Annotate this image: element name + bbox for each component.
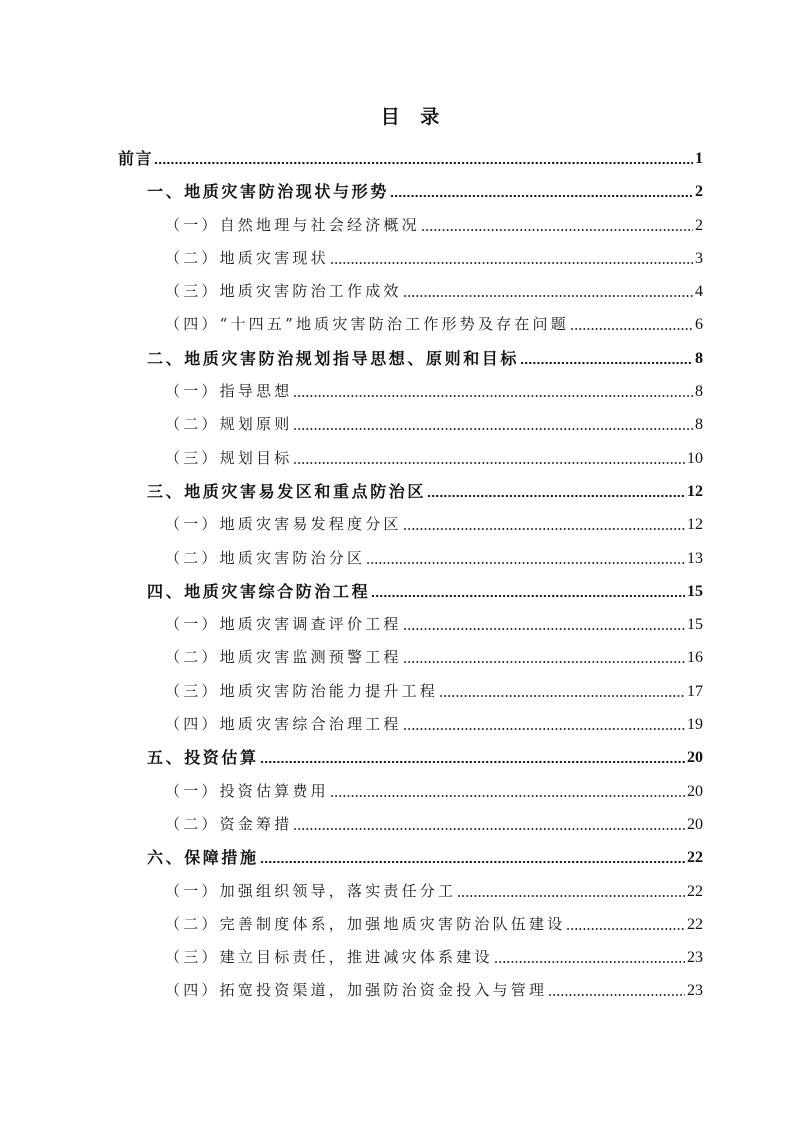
toc-section-title: （二）资金筹措 [165, 814, 293, 833]
toc-leader-dots [260, 841, 685, 874]
toc-page-number: 8 [695, 349, 703, 367]
toc-chapter-title: 五、投资估算 [147, 748, 259, 768]
toc-chapter-title: 一、地质灾害防治现状与形势 [147, 182, 389, 202]
toc-page-number: 12 [687, 516, 703, 534]
toc-chapter-entry [0, 175, 703, 208]
toc-section-title: （二）地质灾害现状 [165, 248, 329, 267]
toc-chapter-entry [0, 575, 703, 608]
toc-section-entry [0, 275, 703, 308]
toc-section-entry [0, 808, 703, 841]
toc-leader-dots [403, 275, 693, 308]
toc-chapter-title: 六、保障措施 [147, 848, 259, 868]
toc-page-number: 8 [695, 383, 703, 401]
toc-chapter-entry [0, 342, 703, 375]
toc-section-title: （一）地质灾害调查评价工程 [165, 615, 402, 634]
toc-page-number: 19 [687, 716, 703, 734]
toc-page-number: 6 [695, 316, 703, 334]
toc-section-entry [0, 209, 703, 242]
toc-chapter-entry [0, 741, 703, 774]
toc-page-number: 22 [687, 882, 703, 900]
toc-page-number: 22 [687, 915, 703, 933]
toc-leader-dots [330, 242, 693, 275]
toc-section-title: （三）规划目标 [165, 448, 293, 467]
toc-leader-dots [390, 175, 693, 208]
toc-leader-dots [520, 342, 693, 375]
toc-page-number: 23 [687, 949, 703, 967]
toc-section-entry [0, 242, 703, 275]
toc-section-entry [0, 875, 703, 908]
toc-section-entry [0, 641, 703, 674]
toc-leader-dots [570, 308, 693, 341]
toc-title: 目 录 [380, 106, 440, 128]
toc-chapter-title: 四、地质灾害综合防治工程 [147, 581, 371, 601]
toc-leader-dots [548, 974, 685, 1007]
toc-section-entry [0, 974, 703, 1007]
toc-preface-entry [0, 142, 703, 175]
toc-leader-dots [494, 941, 685, 974]
toc-leader-dots [293, 808, 685, 841]
toc-section-title: （二）规划原则 [165, 415, 293, 434]
toc-section-entry [0, 542, 703, 575]
toc-leader-dots [330, 775, 685, 808]
toc-section-title: （一）指导思想 [165, 382, 293, 401]
toc-leader-dots [427, 475, 685, 508]
toc-page-number: 4 [695, 283, 703, 301]
toc-section-entry [0, 941, 703, 974]
toc-leader-dots [403, 708, 685, 741]
toc-section-title: （四）拓宽投资渠道，加强防治资金投入与管理 [165, 981, 548, 1000]
toc-leader-dots [293, 408, 693, 441]
toc-page-number: 15 [687, 616, 703, 634]
toc-page-number: 15 [687, 582, 703, 600]
toc-leader-dots [260, 741, 685, 774]
toc-section-title: （一）地质灾害易发程度分区 [165, 515, 402, 534]
table-of-contents [0, 142, 703, 1008]
toc-leader-dots [403, 641, 685, 674]
toc-page-number: 23 [687, 982, 703, 1000]
toc-page-number: 10 [687, 449, 703, 467]
toc-section-entry [0, 408, 703, 441]
toc-page-number: 2 [695, 216, 703, 234]
toc-section-title: （一）投资估算费用 [165, 781, 329, 800]
toc-leader-dots [293, 442, 685, 475]
toc-section-title: （二）完善制度体系，加强地质灾害防治队伍建设 [165, 914, 566, 933]
toc-leader-dots [366, 542, 685, 575]
toc-section-title: （一）加强组织领导，落实责任分工 [165, 881, 457, 900]
toc-section-entry [0, 375, 703, 408]
toc-page-number: 17 [687, 682, 703, 700]
toc-section-title: （四）“十四五”地质灾害防治工作形势及存在问题 [165, 315, 569, 334]
toc-entry-title: 前言 [118, 149, 154, 168]
toc-section-title: （三）地质灾害防治能力提升工程 [165, 681, 439, 700]
toc-section-entry [0, 508, 703, 541]
toc-section-title: （二）地质灾害监测预警工程 [165, 648, 402, 667]
toc-section-entry [0, 908, 703, 941]
toc-section-entry [0, 608, 703, 641]
toc-section-entry [0, 775, 703, 808]
toc-section-entry [0, 708, 703, 741]
toc-page-number: 20 [687, 815, 703, 833]
toc-leader-dots [403, 508, 685, 541]
toc-leader-dots [154, 142, 693, 175]
toc-chapter-entry [0, 475, 703, 508]
toc-page-number: 2 [695, 183, 703, 201]
toc-leader-dots [421, 209, 693, 242]
toc-page-number: 8 [695, 416, 703, 434]
toc-page-number: 16 [687, 649, 703, 667]
toc-page-number: 13 [687, 549, 703, 567]
toc-section-title: （三）建立目标责任，推进减灾体系建设 [165, 948, 493, 967]
toc-chapter-entry [0, 841, 703, 874]
toc-section-entry [0, 675, 703, 708]
toc-leader-dots [457, 875, 685, 908]
toc-leader-dots [439, 675, 685, 708]
toc-chapter-title: 二、地质灾害防治规划指导思想、原则和目标 [147, 348, 520, 368]
toc-section-title: （四）地质灾害综合治理工程 [165, 715, 402, 734]
toc-page-number: 20 [687, 749, 703, 767]
toc-leader-dots [566, 908, 685, 941]
toc-section-title: （三）地质灾害防治工作成效 [165, 282, 402, 301]
toc-page-number: 22 [687, 849, 703, 867]
toc-page-number: 20 [687, 782, 703, 800]
toc-section-title: （一）自然地理与社会经济概况 [165, 215, 420, 234]
toc-leader-dots [371, 575, 685, 608]
toc-page-number: 3 [695, 249, 703, 267]
toc-page-number: 1 [695, 150, 703, 167]
toc-section-entry [0, 308, 703, 341]
toc-page-number: 12 [687, 482, 703, 500]
toc-section-entry [0, 442, 703, 475]
toc-chapter-title: 三、地质灾害易发区和重点防治区 [147, 481, 427, 501]
toc-leader-dots [293, 375, 693, 408]
toc-section-title: （二）地质灾害防治分区 [165, 548, 366, 567]
toc-leader-dots [403, 608, 685, 641]
